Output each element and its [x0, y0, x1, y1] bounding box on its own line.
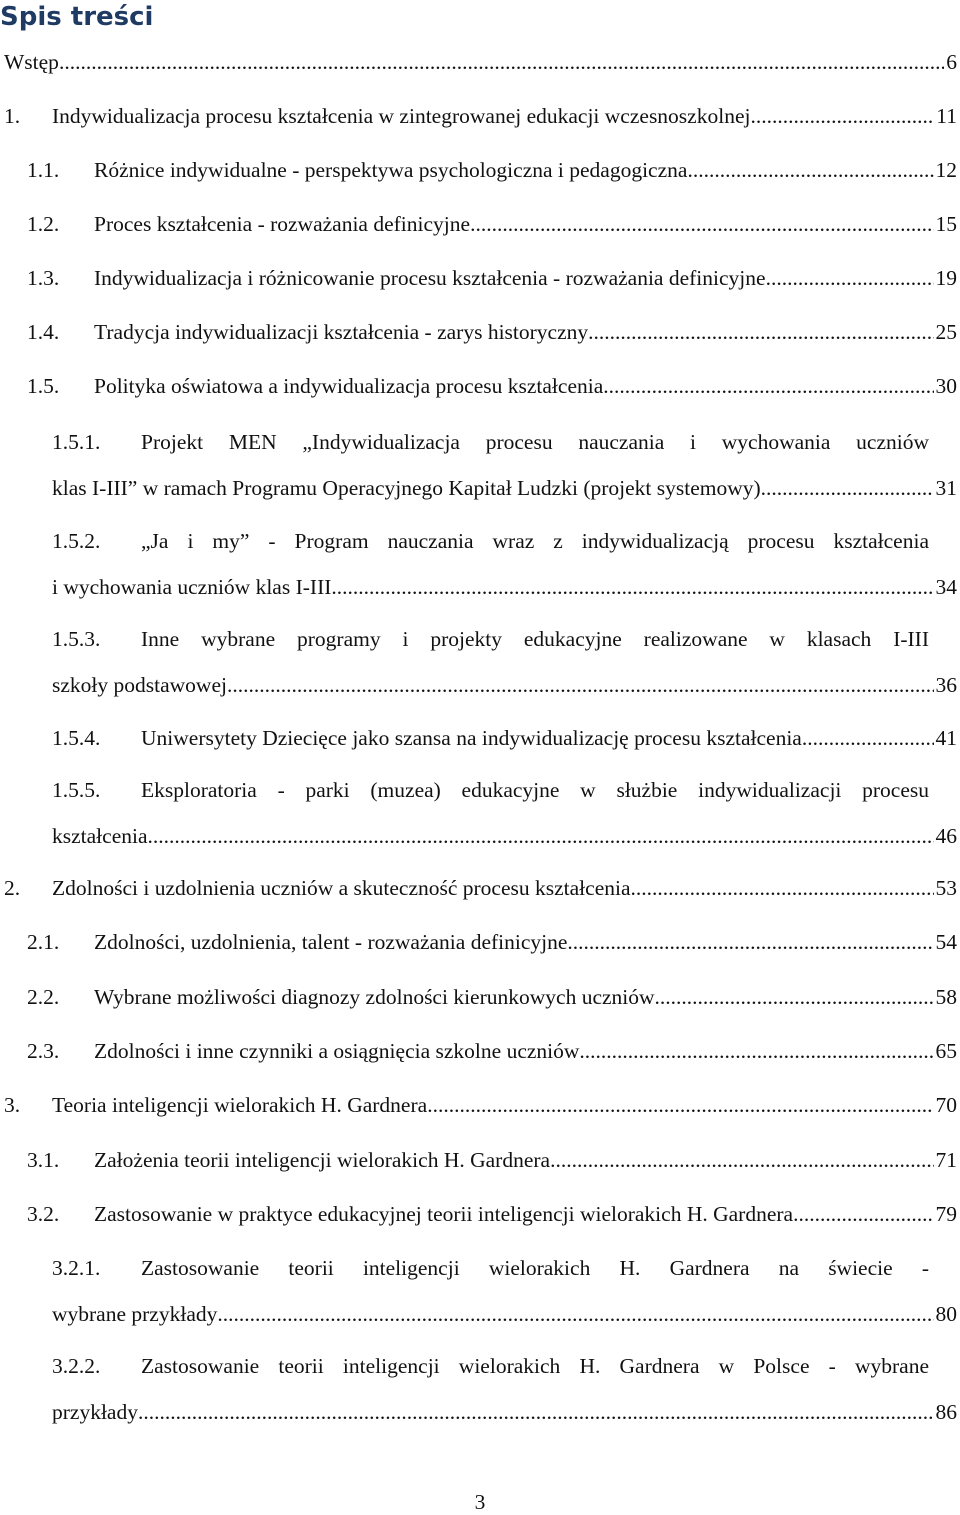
toc-entry-1-5-5[interactable] [52, 778, 957, 848]
toc-page-number: 6 [946, 50, 957, 74]
toc-entry-number: 2. [4, 876, 21, 900]
dot-leader [567, 930, 933, 954]
toc-entry-number: 3.1. [27, 1148, 60, 1172]
toc-page-number: 79 [935, 1202, 957, 1226]
dot-leader [761, 476, 934, 500]
toc-entry-number: 3.2. [27, 1202, 60, 1226]
dot-leader [766, 266, 934, 290]
toc-page-number: 54 [935, 930, 957, 954]
toc-entry-1-5-3[interactable] [52, 627, 957, 697]
toc-entry-3-2-1[interactable] [52, 1256, 957, 1326]
dot-leader [148, 824, 934, 848]
toc-page-number: 34 [935, 575, 957, 599]
toc-entry-text: Proces kształcenia - rozważania definicyjne [94, 212, 471, 236]
dot-leader [217, 1302, 933, 1326]
toc-entry-number: 1.4. [27, 320, 60, 344]
toc-entry-3-2-2[interactable] [52, 1354, 957, 1424]
toc-entry-number: 1.5.3. [52, 627, 101, 651]
toc-entry-text-line1: Zastosowanie teorii inteligencji wielorakich H. Gardnera na świecie - [141, 1256, 929, 1280]
toc-entry-text-line2: klas I-III” w ramach Programu Operacyjnego Kapitał Ludzki (projekt systemowy) [52, 476, 761, 500]
toc-entry-2-2[interactable] [27, 985, 957, 1009]
toc-entry-number: 1.5.2. [52, 529, 101, 553]
toc-entry-1-5-4[interactable] [52, 726, 957, 750]
toc-entry-number: 1.5. [27, 374, 60, 398]
toc-page-number: 65 [935, 1039, 957, 1063]
toc-entry-2-1[interactable] [27, 930, 957, 954]
toc-entry-number: 1.5.1. [52, 430, 101, 454]
toc-entry-1-5-1[interactable] [52, 430, 957, 500]
toc-entry-2-3[interactable] [27, 1039, 957, 1063]
dot-leader [470, 212, 933, 236]
toc-entry-text: Indywidualizacja i różnicowanie procesu kształcenia - rozważania definicyjne [94, 266, 766, 290]
toc-entry-number: 2.3. [27, 1039, 60, 1063]
toc-entry-text-line1: Inne wybrane programy i projekty edukacyjne realizowane w klasach I-III [141, 627, 929, 651]
toc-page-number: 41 [935, 726, 957, 750]
toc-page-number: 46 [935, 824, 957, 848]
toc-page-number: 36 [935, 673, 957, 697]
toc-page-number: 12 [935, 158, 957, 182]
toc-entry-text-line1: Eksploratoria - parki (muzea) edukacyjne w służbie indywidualizacji procesu [141, 778, 929, 802]
toc-entry-text: Założenia teorii inteligencji wielorakich H. Gardnera [94, 1148, 551, 1172]
toc-entry-number: 1. [4, 104, 21, 128]
toc-entry-text-line1: Zastosowanie teorii inteligencji wielorakich H. Gardnera w Polsce - wybrane [141, 1354, 929, 1378]
toc-entry-text: Zdolności i inne czynniki a osiągnięcia szkolne uczniów [94, 1039, 580, 1063]
toc-entry-text: Różnice indywidualne - perspektywa psychologiczna i pedagogiczna [94, 158, 688, 182]
toc-entry-text-line2: i wychowania uczniów klas I-III [52, 575, 332, 599]
toc-entry-chapter-3[interactable] [4, 1093, 957, 1117]
page-title: Spis treści [0, 2, 154, 32]
dot-leader [631, 876, 934, 900]
dot-leader [138, 1400, 934, 1424]
toc-entry-number: 1.5.4. [52, 726, 101, 750]
toc-page-number: 11 [936, 104, 957, 128]
toc-entry-chapter-2[interactable] [4, 876, 957, 900]
toc-page-number: 86 [935, 1400, 957, 1424]
toc-entry-1-1[interactable] [27, 158, 957, 182]
toc-entry-text-line2: kształcenia [52, 824, 148, 848]
toc-entry-text-line2: szkoły podstawowej [52, 673, 227, 697]
dot-leader [793, 1202, 933, 1226]
dot-leader [588, 320, 933, 344]
toc-entry-text: Tradycja indywidualizacji kształcenia - zarys historyczny [94, 320, 589, 344]
toc-entry-1-3[interactable] [27, 266, 957, 290]
toc-entry-number: 3.2.1. [52, 1256, 101, 1280]
toc-entry-text: Wybrane możliwości diagnozy zdolności kierunkowych uczniów [94, 985, 655, 1009]
toc-entry-text-line1: „Ja i my” - Program nauczania wraz z indywidualizacją procesu kształcenia [141, 529, 929, 553]
toc-entry-1-2[interactable] [27, 212, 957, 236]
toc-entry-3-1[interactable] [27, 1148, 957, 1172]
toc-entry-text: Teoria inteligencji wielorakich H. Gardnera [52, 1093, 428, 1117]
dot-leader [427, 1093, 933, 1117]
dot-leader [59, 50, 944, 74]
toc-entry-text: Polityka oświatowa a indywidualizacja procesu kształcenia [94, 374, 604, 398]
toc-page-number: 15 [935, 212, 957, 236]
toc-entry-text-line2: przykłady [52, 1400, 138, 1424]
toc-entry-text-line1: Projekt MEN „Indywidualizacja procesu nauczania i wychowania uczniów [141, 430, 929, 454]
toc-entry-text-line2: wybrane przykłady [52, 1302, 218, 1326]
toc-entry-number: 1.5.5. [52, 778, 101, 802]
toc-entry-number: 3. [4, 1093, 21, 1117]
toc-entry-3-2[interactable] [27, 1202, 957, 1226]
dot-leader [655, 985, 934, 1009]
dot-leader [603, 374, 933, 398]
toc-entry-wstep[interactable] [4, 50, 957, 74]
toc-entry-text: Uniwersytety Dziecięce jako szansa na indywidualizację procesu kształcenia [141, 726, 802, 750]
toc-entry-number: 2.1. [27, 930, 60, 954]
dot-leader [579, 1039, 933, 1063]
page-number: 3 [474, 1490, 486, 1514]
toc-entry-number: 1.3. [27, 266, 60, 290]
toc-entry-number: 2.2. [27, 985, 60, 1009]
dot-leader [550, 1148, 933, 1172]
toc-entry-text: Wstęp [4, 50, 59, 74]
toc-page-number: 31 [935, 476, 957, 500]
toc-entry-1-4[interactable] [27, 320, 957, 344]
toc-entry-1-5[interactable] [27, 374, 957, 398]
toc-entry-number: 3.2.2. [52, 1354, 101, 1378]
toc-entry-chapter-1[interactable] [4, 104, 957, 128]
toc-page-number: 71 [935, 1148, 957, 1172]
toc-page-number: 25 [935, 320, 957, 344]
dot-leader [227, 673, 934, 697]
toc-entry-text: Zdolności i uzdolnienia uczniów a skuteczność procesu kształcenia [52, 876, 631, 900]
toc-entry-text: Zdolności, uzdolnienia, talent - rozważania definicyjne [94, 930, 568, 954]
dot-leader [750, 104, 934, 128]
dot-leader [331, 575, 933, 599]
toc-entry-number: 1.1. [27, 158, 60, 182]
toc-page-number: 53 [935, 876, 957, 900]
dot-leader [802, 726, 934, 750]
toc-page-number: 19 [935, 266, 957, 290]
toc-page-number: 80 [935, 1302, 957, 1326]
toc-entry-text: Indywidualizacja procesu kształcenia w zintegrowanej edukacji wczesnoszkolnej [52, 104, 751, 128]
dot-leader [687, 158, 933, 182]
toc-entry-text: Zastosowanie w praktyce edukacyjnej teorii inteligencji wielorakich H. Gardnera [94, 1202, 794, 1226]
toc-page-number: 58 [935, 985, 957, 1009]
toc-entry-1-5-2[interactable] [52, 529, 957, 599]
toc-page-number: 30 [935, 374, 957, 398]
toc-entry-number: 1.2. [27, 212, 60, 236]
toc-page-number: 70 [935, 1093, 957, 1117]
